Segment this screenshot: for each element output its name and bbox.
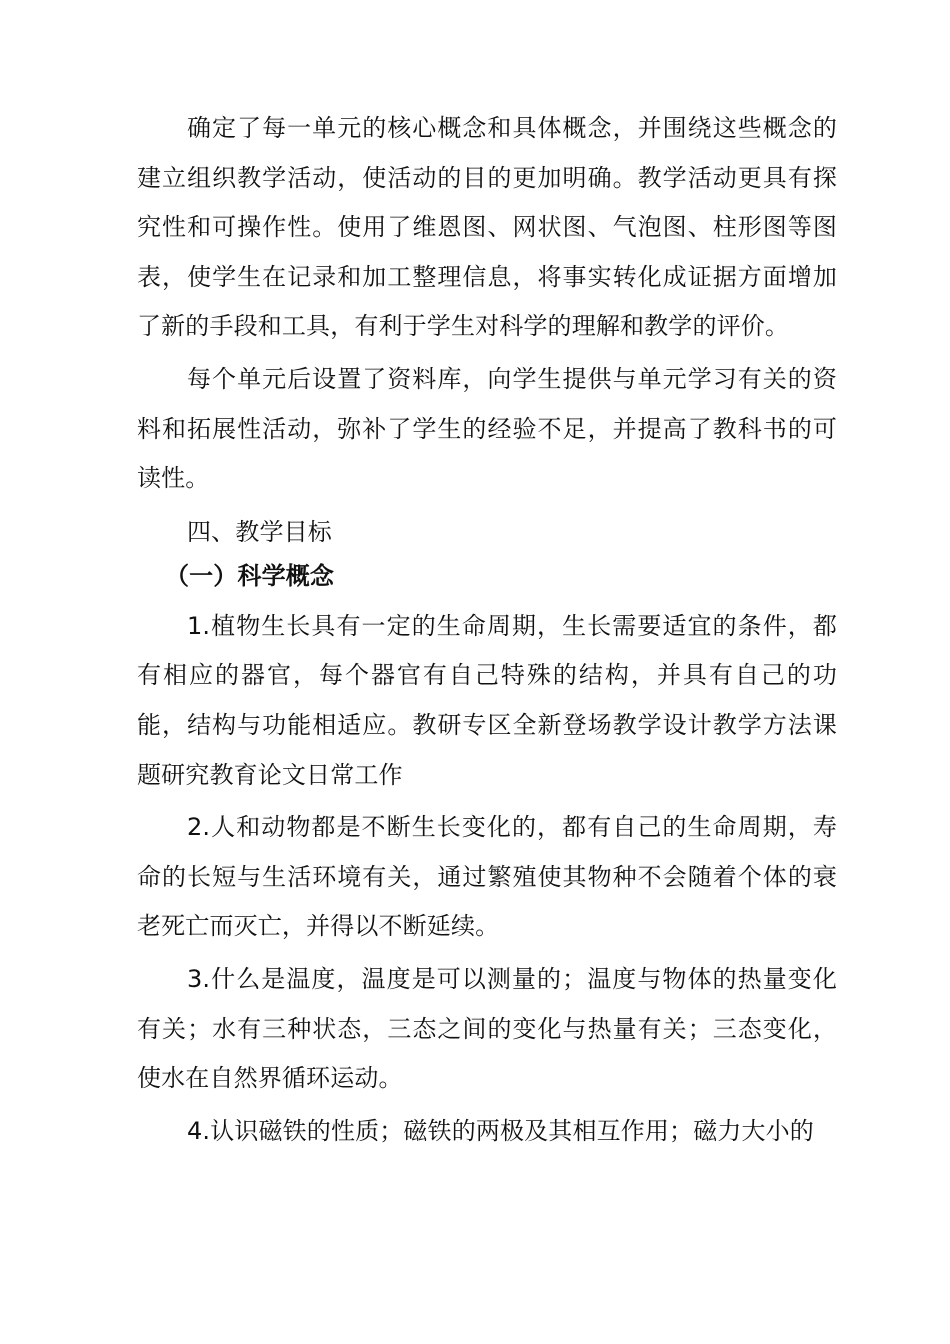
document-page (137, 104, 837, 1159)
subsection-heading: （一）科学概念 (165, 561, 335, 590)
list-item-animals: 2.人和动物都是不断生长变化的，都有自己的生命周期，寿命的长短与生活环境有关，通过繁殖使其物种不会随着个体的衰老死亡而灭亡，并得以不断延续。 (137, 813, 837, 941)
paragraph-resource-library: 每个单元后设置了资料库，向学生提供与单元学习有关的资料和拓展性活动，弥补了学生的经验不足，并提高了教科书的可读性。 (137, 364, 837, 493)
list-item-magnets: 4.认识磁铁的性质；磁铁的两极及其相互作用；磁力大小的 (187, 1116, 814, 1145)
list-item-temperature: 3.什么是温度，温度是可以测量的；温度与物体的热量变化有关；水有三种状态，三态之间的变化与热量有关；三态变化，使水在自然界循环运动。 (137, 964, 837, 1093)
section-heading: 四、教学目标 (187, 517, 332, 546)
paragraph-core-concepts: 确定了每一单元的核心概念和具体概念，并围绕这些概念的建立组织教学活动，使活动的目的更加明确。教学活动更具有探究性和可操作性。使用了维恩图、网状图、气泡图、柱形图等图表，使学生在记录和加工整理信息，将事实转化成证据方面增加了新的手段和工具，有利于学生对科学的理解和教学的评价。 (137, 114, 837, 341)
list-item-plants: 1.植物生长具有一定的生命周期，生长需要适宜的条件，都有相应的器官，每个器官有自己特殊的结构，并具有自己的功能，结构与功能相适应。教研专区全新登场教学设计教学方法课题研究教育论文日常工作 (137, 611, 837, 789)
